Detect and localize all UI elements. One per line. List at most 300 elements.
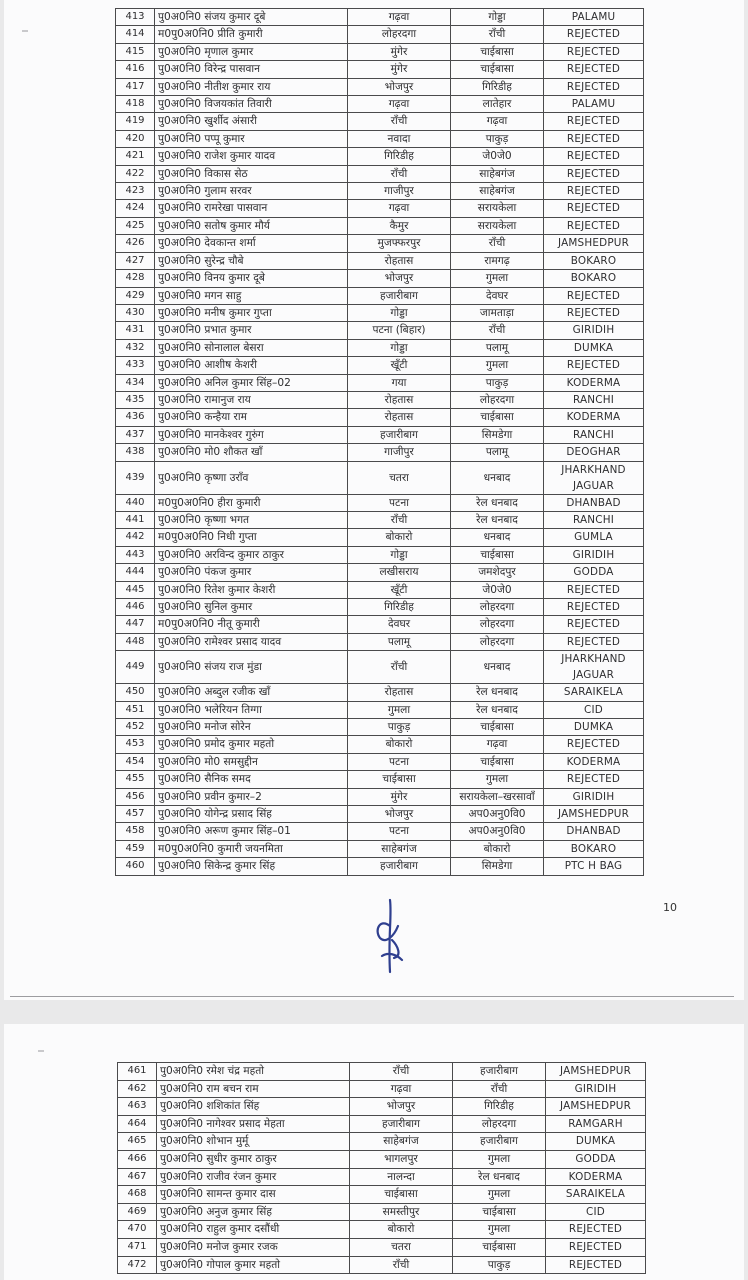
- page-bottom-rule: [10, 996, 734, 997]
- current-district-cell: साहेबगंज: [348, 840, 451, 857]
- previous-posting-cell: लोहरदगा: [451, 599, 544, 616]
- serial-number-cell: 448: [116, 633, 155, 650]
- posting-result-cell: JAMSHEDPUR: [544, 235, 644, 252]
- serial-number-cell: 458: [116, 823, 155, 840]
- current-district-cell: गोड्डा: [348, 339, 451, 356]
- serial-number-cell: 433: [116, 357, 155, 374]
- serial-number-cell: 435: [116, 391, 155, 408]
- posting-result-cell: JHARKHAND JAGUAR: [544, 461, 644, 494]
- serial-number-cell: 460: [116, 858, 155, 875]
- previous-posting-cell: जे0जे0: [451, 581, 544, 598]
- serial-number-cell: 450: [116, 684, 155, 701]
- current-district-cell: रोहतास: [348, 391, 451, 408]
- current-district-cell: समस्तीपुर: [350, 1203, 453, 1221]
- previous-posting-cell: बोकारो: [451, 840, 544, 857]
- previous-posting-cell: रेल धनबाद: [451, 494, 544, 511]
- table-row: [116, 736, 644, 753]
- table-row: [118, 1150, 646, 1168]
- table-row: [116, 564, 644, 581]
- serial-number-cell: 453: [116, 736, 155, 753]
- current-district-cell: साहेबगंज: [350, 1133, 453, 1151]
- table-row: [116, 78, 644, 95]
- previous-posting-cell: गुमला: [451, 357, 544, 374]
- officer-name-cell: पु0अ0नि0 सामन्त कुमार दास: [157, 1186, 350, 1204]
- table-row: [116, 391, 644, 408]
- current-district-cell: पलामू: [348, 633, 451, 650]
- posting-result-cell: DHANBAD: [544, 823, 644, 840]
- posting-result-cell: CID: [546, 1203, 646, 1221]
- table-row: [118, 1063, 646, 1081]
- table-row: [118, 1168, 646, 1186]
- current-district-cell: लोहरदगा: [348, 26, 451, 43]
- serial-number-cell: 423: [116, 183, 155, 200]
- officer-name-cell: पु0अ0नि0 सैनिक समद: [155, 771, 348, 788]
- officer-name-cell: पु0अ0नि0 भलेरियन तिग्गा: [155, 701, 348, 718]
- posting-result-cell: DUMKA: [544, 339, 644, 356]
- posting-result-cell: REJECTED: [546, 1221, 646, 1239]
- table-row: [116, 633, 644, 650]
- officer-name-cell: पु0अ0नि0 प्रमोद कुमार महतो: [155, 736, 348, 753]
- previous-posting-cell: लोहरदगा: [451, 633, 544, 650]
- posting-result-cell: RANCHI: [544, 511, 644, 528]
- officer-name-cell: पु0अ0नि0 देवकान्त शर्मा: [155, 235, 348, 252]
- current-district-cell: पटना: [348, 753, 451, 770]
- serial-number-cell: 446: [116, 599, 155, 616]
- table-row: [116, 701, 644, 718]
- scan-mark: [22, 30, 28, 32]
- current-district-cell: पटना (बिहार): [348, 322, 451, 339]
- posting-result-cell: REJECTED: [544, 113, 644, 130]
- current-district-cell: नालन्दा: [350, 1168, 453, 1186]
- officer-name-cell: पु0अ0नि0 गुलाम सरवर: [155, 183, 348, 200]
- current-district-cell: चतरा: [348, 461, 451, 494]
- previous-posting-cell: गिरिडीह: [451, 78, 544, 95]
- posting-result-cell: REJECTED: [544, 200, 644, 217]
- serial-number-cell: 430: [116, 304, 155, 321]
- table-row: [116, 719, 644, 736]
- officer-name-cell: पु0अ0नि0 सुरेन्द्र चौबे: [155, 252, 348, 269]
- current-district-cell: खूँटी: [348, 581, 451, 598]
- serial-number-cell: 469: [118, 1203, 157, 1221]
- officer-name-cell: पु0अ0नि0 खुर्शीद अंसारी: [155, 113, 348, 130]
- current-district-cell: गिरिडीह: [348, 148, 451, 165]
- previous-posting-cell: हजारीबाग: [453, 1133, 546, 1151]
- table-row: [116, 113, 644, 130]
- posting-result-cell: GIRIDIH: [546, 1080, 646, 1098]
- posting-result-cell: DHANBAD: [544, 494, 644, 511]
- posting-result-cell: GODDA: [544, 564, 644, 581]
- serial-number-cell: 440: [116, 494, 155, 511]
- table-row: [116, 304, 644, 321]
- current-district-cell: राँची: [348, 165, 451, 182]
- table-row: [116, 96, 644, 113]
- posting-result-cell: RANCHI: [544, 391, 644, 408]
- table-row: [118, 1221, 646, 1239]
- officer-name-cell: पु0अ0नि0 सतोष कुमार मौर्य: [155, 217, 348, 234]
- serial-number-cell: 472: [118, 1256, 157, 1274]
- previous-posting-cell: लोहरदगा: [453, 1115, 546, 1133]
- officer-name-cell: पु0अ0नि0 कृष्णा भगत: [155, 511, 348, 528]
- officer-name-cell: म0पु0अ0नि0 कुमारी जयनमिता: [155, 840, 348, 857]
- current-district-cell: नवादा: [348, 130, 451, 147]
- officer-name-cell: पु0अ0नि0 आशीष केशरी: [155, 357, 348, 374]
- current-district-cell: राँची: [350, 1063, 453, 1081]
- posting-result-cell: REJECTED: [544, 61, 644, 78]
- officer-name-cell: पु0अ0नि0 रितेश कुमार केशरी: [155, 581, 348, 598]
- posting-result-cell: PTC H BAG: [544, 858, 644, 875]
- previous-posting-cell: जमशेदपुर: [451, 564, 544, 581]
- previous-posting-cell: अप0अनु0वि0: [451, 806, 544, 823]
- table-row: [116, 771, 644, 788]
- current-district-cell: मुंगेर: [348, 61, 451, 78]
- previous-posting-cell: रामगढ़: [451, 252, 544, 269]
- previous-posting-cell: राँची: [453, 1080, 546, 1098]
- posting-result-cell: REJECTED: [544, 183, 644, 200]
- current-district-cell: गाजीपुर: [348, 444, 451, 461]
- previous-posting-cell: सिमडेगा: [451, 858, 544, 875]
- serial-number-cell: 449: [116, 651, 155, 684]
- current-district-cell: पटना: [348, 494, 451, 511]
- table-row: [116, 840, 644, 857]
- serial-number-cell: 431: [116, 322, 155, 339]
- officer-name-cell: पु0अ0नि0 विजयकांत तिवारी: [155, 96, 348, 113]
- officer-name-cell: पु0अ0नि0 संजय राज मुंडा: [155, 651, 348, 684]
- posting-result-cell: KODERMA: [544, 753, 644, 770]
- previous-posting-cell: देवघर: [451, 287, 544, 304]
- previous-posting-cell: धनबाद: [451, 529, 544, 546]
- officer-name-cell: पु0अ0नि0 मनोज कुमार रजक: [157, 1238, 350, 1256]
- previous-posting-cell: लोहरदगा: [451, 391, 544, 408]
- posting-result-cell: BOKARO: [544, 252, 644, 269]
- posting-result-cell: REJECTED: [546, 1256, 646, 1274]
- previous-posting-cell: धनबाद: [451, 651, 544, 684]
- officer-name-cell: पु0अ0नि0 राजीव रंजन कुमार: [157, 1168, 350, 1186]
- serial-number-cell: 414: [116, 26, 155, 43]
- current-district-cell: चाईबासा: [348, 771, 451, 788]
- serial-number-cell: 444: [116, 564, 155, 581]
- officer-name-cell: पु0अ0नि0 शोभान मुर्मू: [157, 1133, 350, 1151]
- posting-result-cell: KODERMA: [544, 409, 644, 426]
- table-row: [118, 1186, 646, 1204]
- signature-mark: [372, 896, 406, 976]
- table-row: [116, 43, 644, 60]
- officer-name-cell: पु0अ0नि0 राजेश कुमार यादव: [155, 148, 348, 165]
- serial-number-cell: 427: [116, 252, 155, 269]
- current-district-cell: हजारीबाग: [348, 858, 451, 875]
- table-row: [116, 806, 644, 823]
- table-row: [116, 235, 644, 252]
- serial-number-cell: 421: [116, 148, 155, 165]
- serial-number-cell: 416: [116, 61, 155, 78]
- scan-mark: [38, 1050, 44, 1052]
- posting-result-cell: DEOGHAR: [544, 444, 644, 461]
- current-district-cell: बोकारो: [350, 1221, 453, 1239]
- posting-result-cell: JAMSHEDPUR: [546, 1098, 646, 1116]
- page-number: 10: [663, 901, 677, 914]
- serial-number-cell: 470: [118, 1221, 157, 1239]
- serial-number-cell: 451: [116, 701, 155, 718]
- current-district-cell: भोजपुर: [348, 806, 451, 823]
- current-district-cell: मुंगेर: [348, 788, 451, 805]
- current-district-cell: रोहतास: [348, 684, 451, 701]
- current-district-cell: गढ़वा: [348, 200, 451, 217]
- current-district-cell: हजारीबाग: [350, 1115, 453, 1133]
- previous-posting-cell: सरायकेला–खरसावाँ: [451, 788, 544, 805]
- officer-name-cell: पु0अ0नि0 गोपाल कुमार महतो: [157, 1256, 350, 1274]
- previous-posting-cell: चाईबासा: [453, 1238, 546, 1256]
- serial-number-cell: 426: [116, 235, 155, 252]
- table-row: [116, 529, 644, 546]
- posting-result-cell: BOKARO: [544, 270, 644, 287]
- posting-result-cell: REJECTED: [546, 1238, 646, 1256]
- table-row: [116, 511, 644, 528]
- previous-posting-cell: सिमडेगा: [451, 426, 544, 443]
- posting-result-cell: GIRIDIH: [544, 788, 644, 805]
- current-district-cell: गिरिडीह: [348, 599, 451, 616]
- previous-posting-cell: गुमला: [451, 771, 544, 788]
- current-district-cell: हजारीबाग: [348, 426, 451, 443]
- previous-posting-cell: गोड्डा: [451, 9, 544, 26]
- table-row: [118, 1203, 646, 1221]
- serial-number-cell: 432: [116, 339, 155, 356]
- current-district-cell: मुजफ्फरपुर: [348, 235, 451, 252]
- current-district-cell: भोजपुर: [348, 270, 451, 287]
- serial-number-cell: 438: [116, 444, 155, 461]
- current-district-cell: पाकुड़: [348, 719, 451, 736]
- current-district-cell: गढ़वा: [350, 1080, 453, 1098]
- current-district-cell: खूँटी: [348, 357, 451, 374]
- officer-name-cell: पु0अ0नि0 विरेन्द्र पासवान: [155, 61, 348, 78]
- posting-result-cell: KODERMA: [546, 1168, 646, 1186]
- posting-result-cell: REJECTED: [544, 165, 644, 182]
- table-row: [116, 374, 644, 391]
- previous-posting-cell: चाईबासा: [451, 409, 544, 426]
- serial-number-cell: 445: [116, 581, 155, 598]
- officer-name-cell: पु0अ0नि0 प्रवीन कुमार–2: [155, 788, 348, 805]
- previous-posting-cell: पलामू: [451, 339, 544, 356]
- serial-number-cell: 455: [116, 771, 155, 788]
- previous-posting-cell: लोहरदगा: [451, 616, 544, 633]
- posting-table-body: [116, 9, 644, 876]
- serial-number-cell: 422: [116, 165, 155, 182]
- serial-number-cell: 462: [118, 1080, 157, 1098]
- table-row: [116, 200, 644, 217]
- posting-result-cell: DUMKA: [544, 719, 644, 736]
- table-row: [118, 1256, 646, 1274]
- officer-name-cell: पु0अ0नि0 कृष्णा उराँव: [155, 461, 348, 494]
- current-district-cell: बोकारो: [348, 529, 451, 546]
- posting-result-cell: REJECTED: [544, 771, 644, 788]
- table-row: [116, 599, 644, 616]
- officer-name-cell: पु0अ0नि0 मनीष कुमार गुप्ता: [155, 304, 348, 321]
- current-district-cell: गुमला: [348, 701, 451, 718]
- officer-name-cell: पु0अ0नि0 सोनालाल बेसरा: [155, 339, 348, 356]
- previous-posting-cell: साहेबगंज: [451, 183, 544, 200]
- table-row: [116, 753, 644, 770]
- serial-number-cell: 441: [116, 511, 155, 528]
- officer-name-cell: पु0अ0नि0 प्रभात कुमार: [155, 322, 348, 339]
- current-district-cell: मुंगेर: [348, 43, 451, 60]
- previous-posting-cell: धनबाद: [451, 461, 544, 494]
- current-district-cell: भोजपुर: [350, 1098, 453, 1116]
- table-row: [118, 1133, 646, 1151]
- table-row: [116, 130, 644, 147]
- serial-number-cell: 436: [116, 409, 155, 426]
- table-row: [116, 322, 644, 339]
- current-district-cell: भोजपुर: [348, 78, 451, 95]
- serial-number-cell: 447: [116, 616, 155, 633]
- previous-posting-cell: पाकुड़: [451, 130, 544, 147]
- previous-posting-cell: चाईबासा: [451, 719, 544, 736]
- serial-number-cell: 429: [116, 287, 155, 304]
- previous-posting-cell: गुमला: [453, 1221, 546, 1239]
- officer-name-cell: पु0अ0नि0 राम बचन राम: [157, 1080, 350, 1098]
- previous-posting-cell: रेल धनबाद: [453, 1168, 546, 1186]
- current-district-cell: राँची: [350, 1256, 453, 1274]
- officer-name-cell: पु0अ0नि0 सुधीर कुमार ठाकुर: [157, 1150, 350, 1168]
- serial-number-cell: 463: [118, 1098, 157, 1116]
- posting-result-cell: PALAMU: [544, 96, 644, 113]
- current-district-cell: कैमुर: [348, 217, 451, 234]
- officer-name-cell: पु0अ0नि0 कन्हैया राम: [155, 409, 348, 426]
- current-district-cell: गया: [348, 374, 451, 391]
- current-district-cell: चतरा: [350, 1238, 453, 1256]
- posting-result-cell: REJECTED: [544, 130, 644, 147]
- officer-name-cell: पु0अ0नि0 सिकेन्द्र कुमार सिंह: [155, 858, 348, 875]
- officer-name-cell: पु0अ0नि0 पंकज कुमार: [155, 564, 348, 581]
- table-row: [116, 61, 644, 78]
- serial-number-cell: 443: [116, 546, 155, 563]
- officer-name-cell: पु0अ0नि0 विनय कुमार दूबे: [155, 270, 348, 287]
- posting-result-cell: REJECTED: [544, 736, 644, 753]
- table-row: [118, 1098, 646, 1116]
- previous-posting-cell: अप0अनु0वि0: [451, 823, 544, 840]
- previous-posting-cell: सरायकेला: [451, 200, 544, 217]
- posting-result-cell: REJECTED: [544, 633, 644, 650]
- officer-name-cell: पु0अ0नि0 मो0 समसुद्दीन: [155, 753, 348, 770]
- current-district-cell: राँची: [348, 651, 451, 684]
- serial-number-cell: 442: [116, 529, 155, 546]
- table-row: [116, 409, 644, 426]
- current-district-cell: हजारीबाग: [348, 287, 451, 304]
- current-district-cell: राँची: [348, 113, 451, 130]
- serial-number-cell: 413: [116, 9, 155, 26]
- officer-name-cell: म0पु0अ0नि0 नीतू कुमारी: [155, 616, 348, 633]
- table-row: [116, 165, 644, 182]
- table-row: [116, 684, 644, 701]
- table-row: [116, 546, 644, 563]
- officer-name-cell: पु0अ0नि0 मो0 शौकत खाँ: [155, 444, 348, 461]
- current-district-cell: पटना: [348, 823, 451, 840]
- previous-posting-cell: साहेबगंज: [451, 165, 544, 182]
- table-row: [116, 581, 644, 598]
- previous-posting-cell: गढ़वा: [451, 736, 544, 753]
- table-row: [118, 1115, 646, 1133]
- officer-name-cell: म0पु0अ0नि0 निधी गुप्ता: [155, 529, 348, 546]
- current-district-cell: गाजीपुर: [348, 183, 451, 200]
- officer-name-cell: पु0अ0नि0 पप्पू कुमार: [155, 130, 348, 147]
- table-row: [116, 461, 644, 494]
- previous-posting-cell: चाईबासा: [451, 43, 544, 60]
- posting-result-cell: GUMLA: [544, 529, 644, 546]
- previous-posting-cell: लातेहार: [451, 96, 544, 113]
- posting-result-cell: REJECTED: [544, 287, 644, 304]
- current-district-cell: देवघर: [348, 616, 451, 633]
- serial-number-cell: 452: [116, 719, 155, 736]
- previous-posting-cell: जे0जे0: [451, 148, 544, 165]
- posting-result-cell: REJECTED: [544, 43, 644, 60]
- serial-number-cell: 454: [116, 753, 155, 770]
- document-page-next: [4, 1024, 744, 1280]
- current-district-cell: गोड्डा: [348, 546, 451, 563]
- table-row: [116, 788, 644, 805]
- officer-name-cell: पु0अ0नि0 शशिकांत सिंह: [157, 1098, 350, 1116]
- officer-name-cell: पु0अ0नि0 सुनिल कुमार: [155, 599, 348, 616]
- serial-number-cell: 457: [116, 806, 155, 823]
- posting-result-cell: SARAIKELA: [544, 684, 644, 701]
- current-district-cell: रोहतास: [348, 409, 451, 426]
- serial-number-cell: 434: [116, 374, 155, 391]
- posting-result-cell: REJECTED: [544, 304, 644, 321]
- officer-name-cell: पु0अ0नि0 रमेश चंद्र महतो: [157, 1063, 350, 1081]
- serial-number-cell: 467: [118, 1168, 157, 1186]
- table-row: [116, 148, 644, 165]
- previous-posting-cell: पाकुड़: [453, 1256, 546, 1274]
- serial-number-cell: 439: [116, 461, 155, 494]
- posting-result-cell: RAMGARH: [546, 1115, 646, 1133]
- posting-result-cell: GODDA: [546, 1150, 646, 1168]
- table-row: [116, 444, 644, 461]
- table-row: [116, 287, 644, 304]
- posting-table-next-page: [117, 1062, 646, 1274]
- current-district-cell: गढ़वा: [348, 9, 451, 26]
- posting-result-cell: BOKARO: [544, 840, 644, 857]
- posting-result-cell: REJECTED: [544, 217, 644, 234]
- officer-name-cell: पु0अ0नि0 मगन साहु: [155, 287, 348, 304]
- serial-number-cell: 471: [118, 1238, 157, 1256]
- posting-table-page-10: [115, 8, 644, 876]
- officer-name-cell: पु0अ0नि0 नीतीश कुमार राय: [155, 78, 348, 95]
- officer-name-cell: पु0अ0नि0 मृणाल कुमार: [155, 43, 348, 60]
- posting-result-cell: GIRIDIH: [544, 546, 644, 563]
- previous-posting-cell: गुमला: [453, 1150, 546, 1168]
- posting-result-cell: RANCHI: [544, 426, 644, 443]
- serial-number-cell: 459: [116, 840, 155, 857]
- officer-name-cell: पु0अ0नि0 मनोज सोरेन: [155, 719, 348, 736]
- officer-name-cell: पु0अ0नि0 संजय कुमार दूबे: [155, 9, 348, 26]
- officer-name-cell: पु0अ0नि0 अनुज कुमार सिंह: [157, 1203, 350, 1221]
- previous-posting-cell: चाईबासा: [451, 546, 544, 563]
- current-district-cell: राँची: [348, 511, 451, 528]
- posting-result-cell: JHARKHAND JAGUAR: [544, 651, 644, 684]
- current-district-cell: गोड्डा: [348, 304, 451, 321]
- table-row: [116, 426, 644, 443]
- serial-number-cell: 417: [116, 78, 155, 95]
- serial-number-cell: 425: [116, 217, 155, 234]
- table-row: [116, 252, 644, 269]
- posting-result-cell: REJECTED: [544, 26, 644, 43]
- previous-posting-cell: जामताड़ा: [451, 304, 544, 321]
- officer-name-cell: म0पु0अ0नि0 हीरा कुमारी: [155, 494, 348, 511]
- officer-name-cell: पु0अ0नि0 अरविन्द कुमार ठाकुर: [155, 546, 348, 563]
- posting-result-cell: REJECTED: [544, 599, 644, 616]
- officer-name-cell: पु0अ0नि0 विकास सेठ: [155, 165, 348, 182]
- table-row: [116, 858, 644, 875]
- previous-posting-cell: गढ़वा: [451, 113, 544, 130]
- previous-posting-cell: सरायकेला: [451, 217, 544, 234]
- posting-result-cell: GIRIDIH: [544, 322, 644, 339]
- officer-name-cell: पु0अ0नि0 रामानुज राय: [155, 391, 348, 408]
